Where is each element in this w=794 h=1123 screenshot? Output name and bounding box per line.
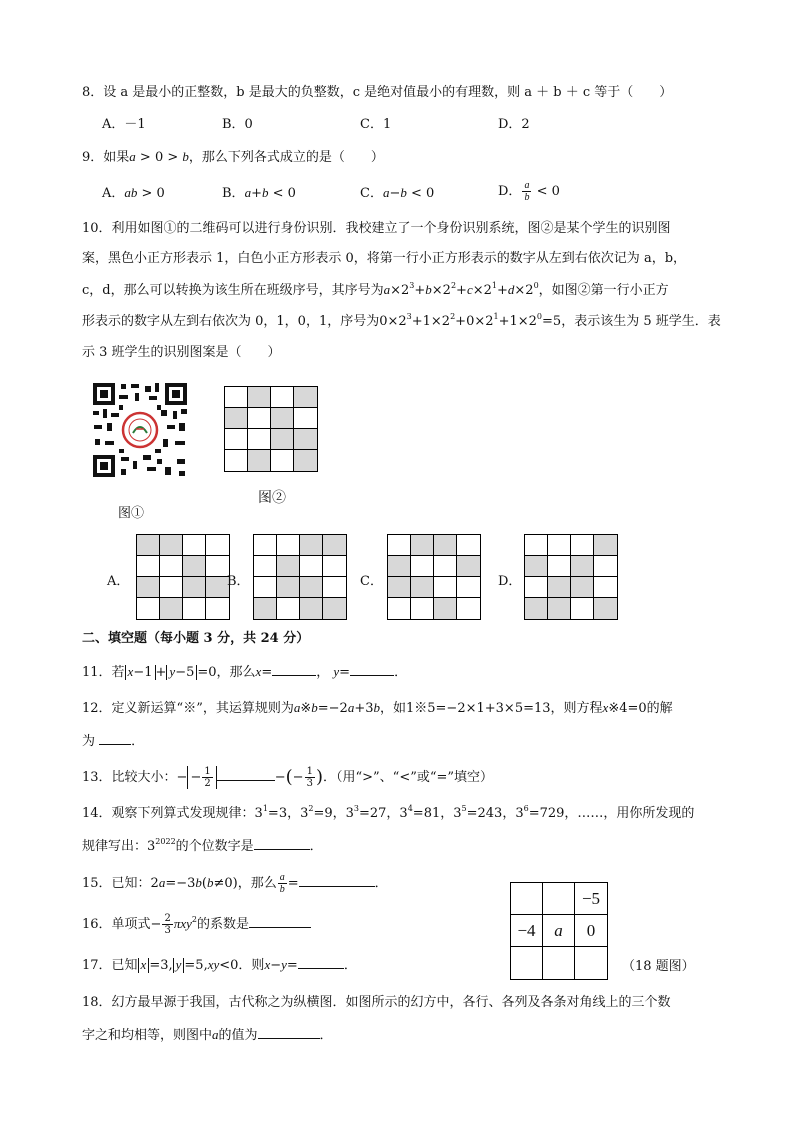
q10-line5: 示 3 班学生的识别图案是（ ） <box>82 345 281 360</box>
grid-cell <box>254 556 277 577</box>
grid-cell <box>323 577 346 598</box>
grid-cell <box>457 556 480 577</box>
q8-option-b: B．0 <box>222 117 253 132</box>
q16: 16．单项式− $\frac{2}{3}$ πxy$^2$的系数是 <box>82 913 311 936</box>
grid-cell <box>388 556 411 577</box>
grid-cell <box>294 429 317 450</box>
grid-cell <box>206 556 229 577</box>
grid-cell <box>277 535 300 556</box>
grid-cell <box>183 598 206 619</box>
grid-cell <box>457 598 480 619</box>
grid-cell <box>277 556 300 577</box>
magic-square-cell <box>511 883 543 915</box>
grid-cell <box>300 598 323 619</box>
grid-cell <box>323 556 346 577</box>
grid-cell <box>225 450 248 471</box>
q10-line2: 案，黑色小正方形表示 1，白色小正方形表示 0，将第一行小正方形表示的数字从左到右依次记为 a，b， <box>82 251 687 266</box>
q18-figure-caption: （18 题图） <box>622 959 695 974</box>
q13: 13．比较大小：− − $\frac{1}{2}$ −(− $\frac{1}{3}$ )．（用“>”、“<”或“=”填空） <box>82 766 494 789</box>
grid-cell <box>225 387 248 408</box>
q10-option-d-grid <box>524 534 618 620</box>
magic-square-cell <box>511 947 543 979</box>
grid-cell <box>571 535 594 556</box>
grid-cell <box>160 577 183 598</box>
grid-cell <box>137 556 160 577</box>
grid-cell <box>137 577 160 598</box>
grid-cell <box>525 535 548 556</box>
grid-cell <box>457 577 480 598</box>
figure-2-grid <box>224 386 318 472</box>
grid-cell <box>248 408 271 429</box>
grid-cell <box>411 556 434 577</box>
grid-cell <box>434 556 457 577</box>
q8-option-a: A．－1 <box>102 117 146 132</box>
grid-cell <box>411 535 434 556</box>
grid-cell <box>294 450 317 471</box>
grid-cell <box>323 535 346 556</box>
q9-option-c: C．a−b < 0 <box>360 185 435 201</box>
grid-cell <box>271 387 294 408</box>
grid-cell <box>300 556 323 577</box>
grid-cell <box>548 598 571 619</box>
grid-cell <box>254 535 277 556</box>
grid-cell <box>411 577 434 598</box>
grid-cell <box>525 577 548 598</box>
grid-cell <box>183 556 206 577</box>
grid-cell <box>548 577 571 598</box>
q8-stem: 8．设 a 是最小的正整数，b 是最大的负整数，c 是绝对值最小的有理数，则 a ＋ b ＋ c 等于（ ） <box>82 85 673 100</box>
q10-option-a-grid <box>136 534 230 620</box>
magic-square-cell: −4 <box>511 915 543 947</box>
grid-cell <box>434 577 457 598</box>
grid-cell <box>248 387 271 408</box>
section-2-heading: 二、填空题（每小题 3 分，共 24 分） <box>82 631 310 646</box>
grid-cell <box>160 535 183 556</box>
grid-cell <box>457 535 480 556</box>
magic-square-cell <box>575 947 607 979</box>
grid-cell <box>271 408 294 429</box>
grid-cell <box>225 429 248 450</box>
qr-code-image <box>91 381 189 479</box>
magic-square-cell <box>543 947 575 979</box>
q10-line1: 10．利用如图①的二维码可以进行身份识别．我校建立了一个身份识别系统，图②是某个学生的识别图 <box>82 221 671 236</box>
q10-option-a-label: A． <box>107 574 130 589</box>
grid-cell <box>434 535 457 556</box>
q14-line2: 规律写出：$3^{2022}$的个位数字是 ． <box>82 837 323 854</box>
grid-cell <box>571 598 594 619</box>
q10-option-b-label: B． <box>227 574 250 589</box>
q10-option-d-label: D． <box>498 574 522 589</box>
grid-cell <box>160 598 183 619</box>
magic-square-cell: −5 <box>575 883 607 915</box>
grid-cell <box>388 598 411 619</box>
magic-square-cell <box>543 883 575 915</box>
grid-cell <box>277 577 300 598</box>
figure-1-label: 图① <box>118 506 145 521</box>
grid-cell <box>525 556 548 577</box>
q18-line1: 18．幻方最早源于我国，古代称之为纵横图．如图所示的幻方中，各行、各列及各条对角线上的三个数 <box>82 995 671 1010</box>
grid-cell <box>548 535 571 556</box>
grid-cell <box>388 577 411 598</box>
grid-cell <box>548 556 571 577</box>
grid-cell <box>206 598 229 619</box>
q10-line3: c，d，那么可以转换为该生所在班级序号，其序号为$a\times 2^3+b\times 2^2+c\times 2^1+d\times 2^0$，如图②第一行小正方 <box>82 281 669 298</box>
grid-cell <box>254 598 277 619</box>
grid-cell <box>388 535 411 556</box>
grid-cell <box>571 556 594 577</box>
figure-2-label: 图② <box>258 490 286 506</box>
q18-line2: 字之和均相等，则图中a的值为 ． <box>82 1027 333 1043</box>
q9-option-b: B．a+b < 0 <box>222 185 296 201</box>
grid-cell <box>254 577 277 598</box>
grid-cell <box>594 556 617 577</box>
magic-square-cell: a <box>543 915 575 947</box>
q9-option-d: D． $\frac{a}{b}$ < 0 <box>498 180 560 203</box>
grid-cell <box>248 429 271 450</box>
grid-cell <box>183 535 206 556</box>
grid-cell <box>300 535 323 556</box>
grid-cell <box>271 429 294 450</box>
grid-cell <box>594 535 617 556</box>
grid-cell <box>594 577 617 598</box>
q17: 17．已知 x =3, y =5,xy<0．则x−y= ． <box>82 957 357 973</box>
grid-cell <box>160 556 183 577</box>
grid-cell <box>323 598 346 619</box>
magic-square <box>510 882 608 980</box>
grid-cell <box>183 577 206 598</box>
q10-line4: 形表示的数字从左到右依次为 0，1，0，1，序号为$0\times 2^3+1\times 2^2+0\times 2^1+1\times 2^0=5$，表示该生为 5 班学生．表 <box>82 312 721 329</box>
q12-line1: 12．定义新运算“※”，其运算规则为a※b=−2a+3b，如1※5=−2×1+3×5=13，则方程x※4=0的解 <box>82 700 673 716</box>
grid-cell <box>294 408 317 429</box>
grid-cell <box>137 598 160 619</box>
magic-square-cell: 0 <box>575 915 607 947</box>
q10-option-c-label: C． <box>360 574 383 589</box>
grid-cell <box>571 577 594 598</box>
q11: 11．若 x−1 + y−5 =0，那么x= ， y= ． <box>82 664 408 680</box>
grid-cell <box>594 598 617 619</box>
grid-cell <box>411 598 434 619</box>
grid-cell <box>277 598 300 619</box>
grid-cell <box>248 450 271 471</box>
grid-cell <box>300 577 323 598</box>
grid-cell <box>206 577 229 598</box>
q15: 15．已知：2a=−3b(b≠0)，那么 $\frac{a}{b}$ = ． <box>82 872 388 895</box>
q8-option-c: C．1 <box>360 117 392 132</box>
grid-cell <box>294 387 317 408</box>
grid-cell <box>525 598 548 619</box>
q9-stem: 9．如果a > 0 > b，那么下列各式成立的是（ ） <box>82 149 384 165</box>
q12-line2: 为 ． <box>82 731 144 751</box>
grid-cell <box>137 535 160 556</box>
q8-option-d: D．2 <box>498 117 530 132</box>
grid-cell <box>225 408 248 429</box>
q10-option-c-grid <box>387 534 481 620</box>
grid-cell <box>271 450 294 471</box>
q9-option-a: A．ab > 0 <box>102 185 165 201</box>
grid-cell <box>206 535 229 556</box>
q14-line1: 14．观察下列算式发现规律：$3^1=3$，$3^2=9$，$3^3=27$，$3^4=81$，$3^5=243$，$3^6=729$，……，用你所发现的 <box>82 804 695 821</box>
grid-cell <box>434 598 457 619</box>
q10-option-b-grid <box>253 534 347 620</box>
